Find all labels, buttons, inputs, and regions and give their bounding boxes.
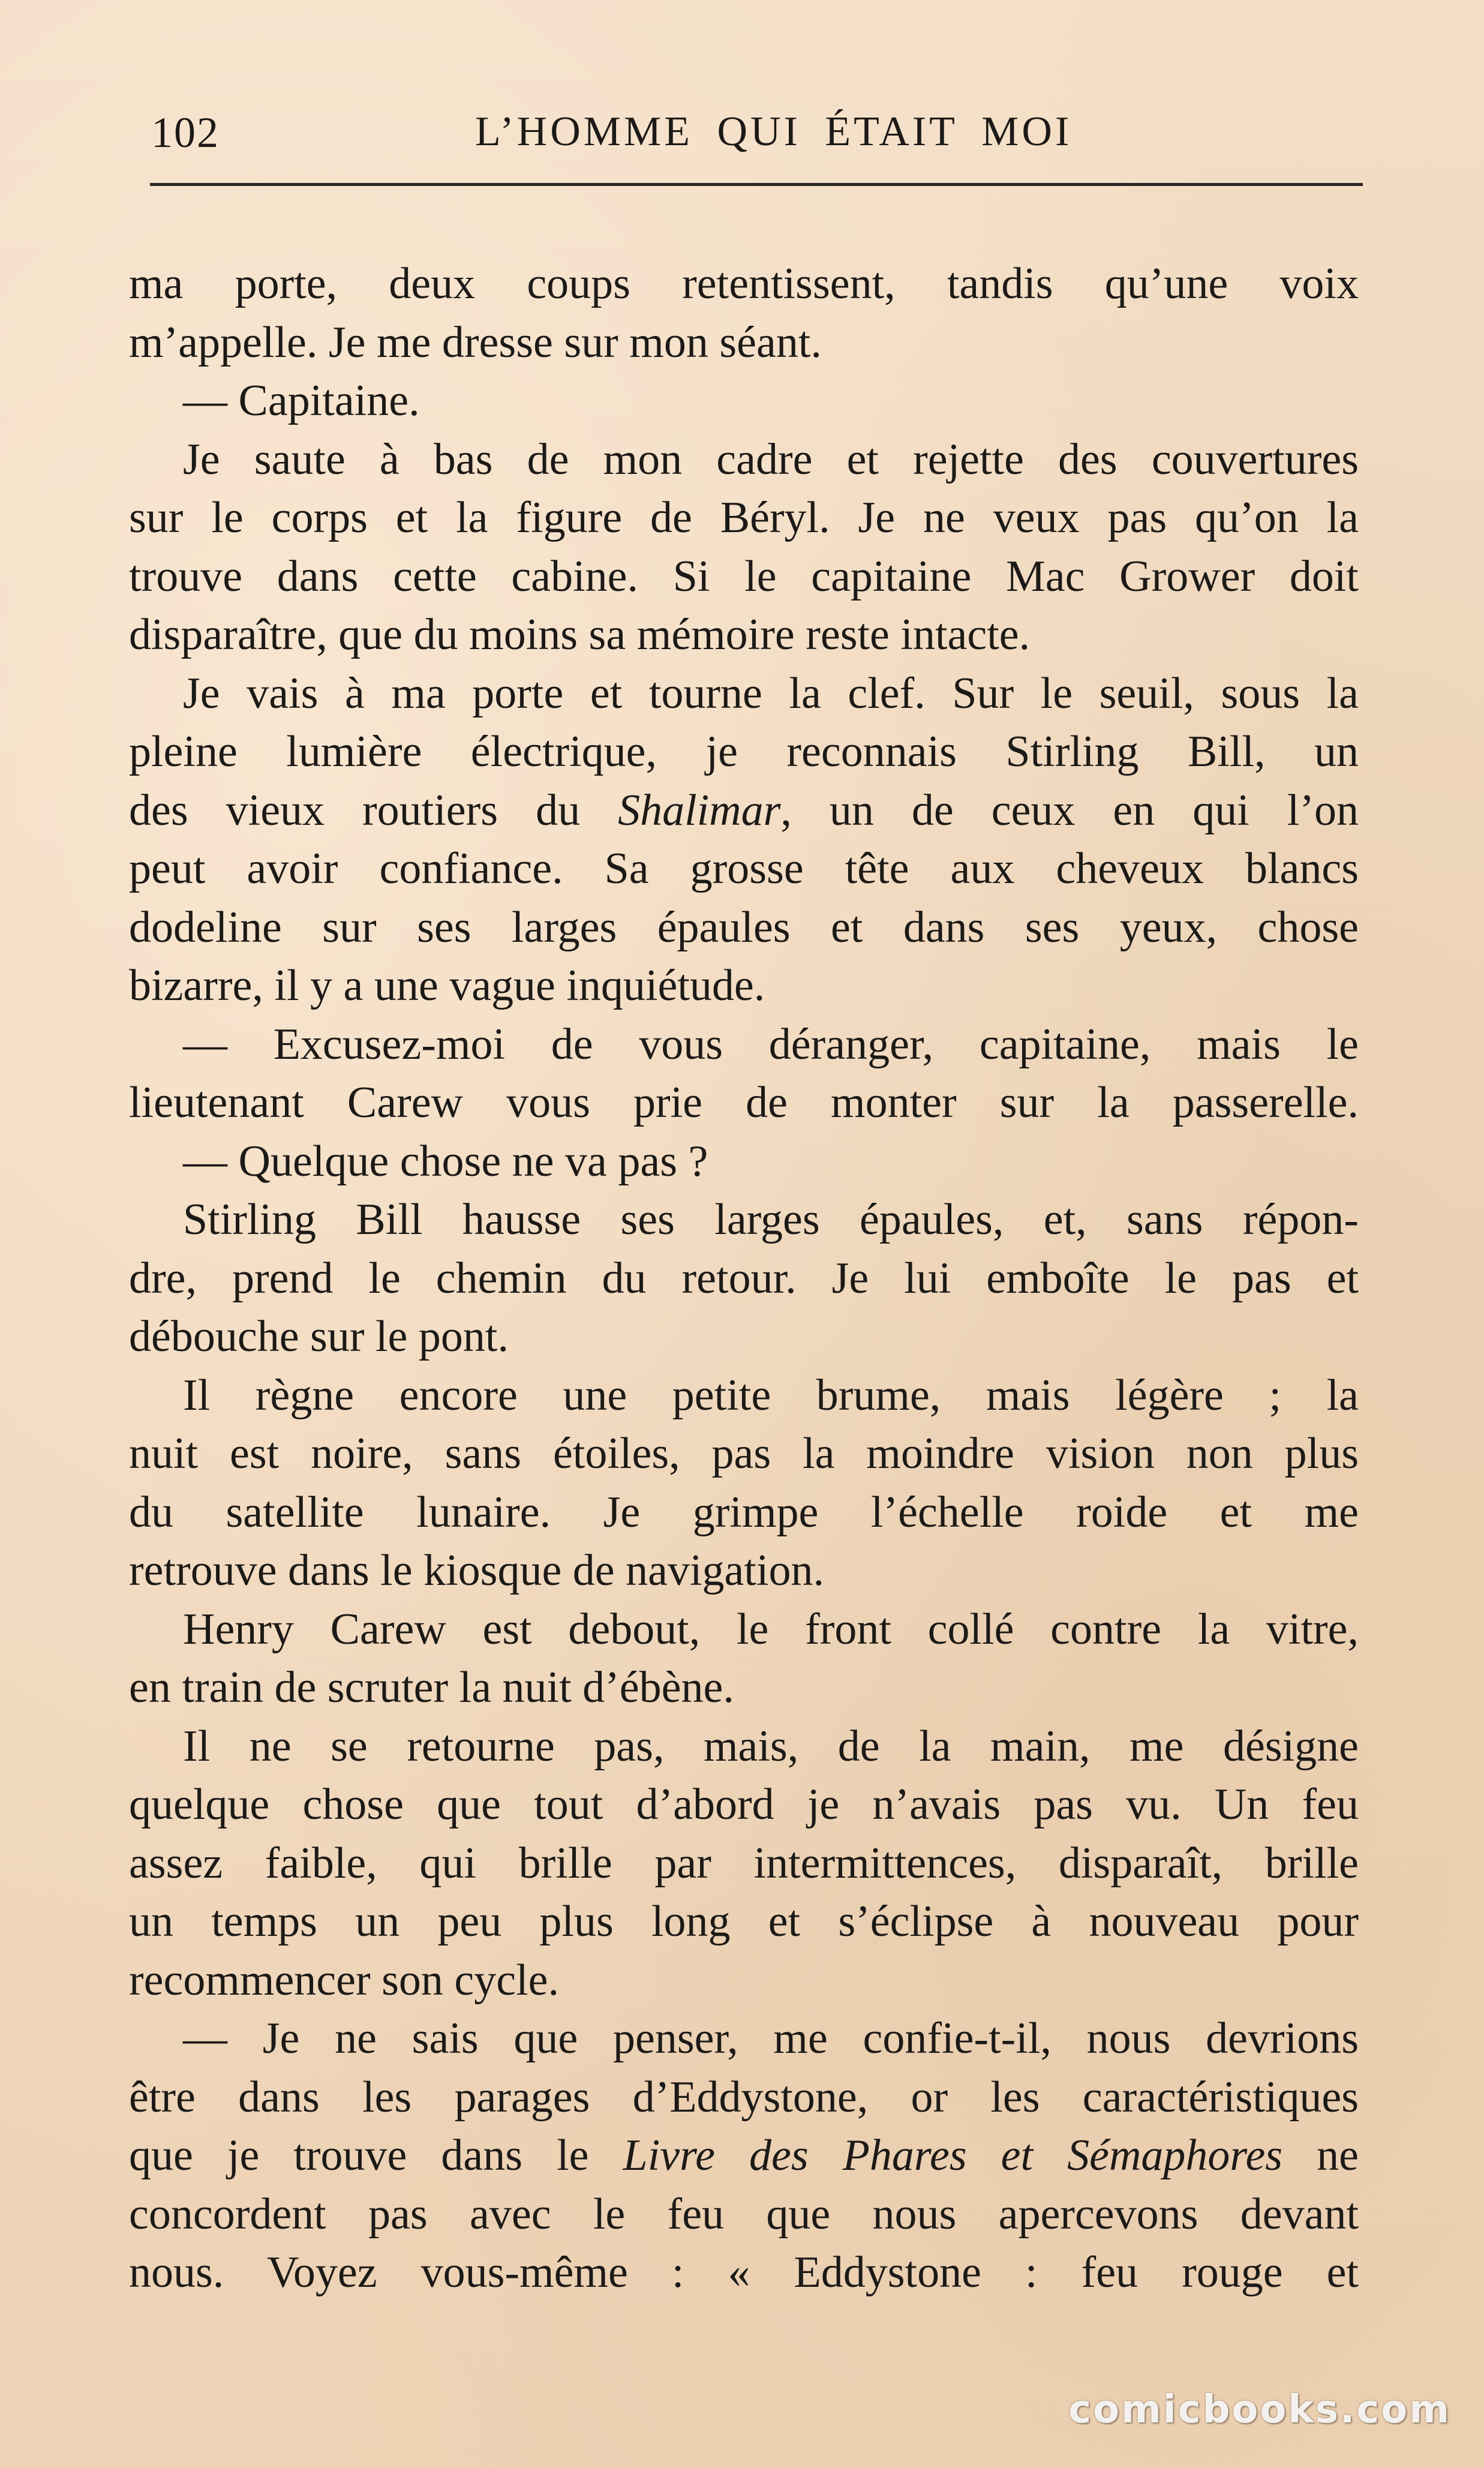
text-line: du satellite lunaire. Je grimpe l’échelle roide et me xyxy=(129,1487,1359,1537)
text-line: Stirling Bill hausse ses larges épaules, et, sans répon- xyxy=(183,1195,1359,1244)
text-segment: , un de ceux en qui l’on xyxy=(780,785,1359,835)
text-line: retrouve dans le kiosque de navigation. xyxy=(129,1546,824,1595)
text-line: m’appelle. Je me dresse sur mon séant. xyxy=(129,317,822,367)
watermark: comicbooks.com xyxy=(1068,2388,1451,2432)
text-line: dodeline sur ses larges épaules et dans ses yeux, chose xyxy=(129,902,1359,952)
text-segment: des vieux routiers du xyxy=(129,785,618,835)
text-line: — Excusez-moi de vous déranger, capitaine, mais le xyxy=(183,1019,1359,1069)
text-line xyxy=(129,2127,1359,2185)
text-line: — Je ne sais que penser, me confie-t-il, nous devrions xyxy=(183,2014,1359,2063)
ship-name-italic: Shalimar xyxy=(618,785,781,835)
text-line: — Quelque chose ne va pas ? xyxy=(183,1136,708,1186)
text-line: dre, prend le chemin du retour. Je lui emboîte le pas et xyxy=(129,1253,1359,1303)
body-text xyxy=(129,255,1359,2302)
text-line xyxy=(129,782,1359,840)
header-rule xyxy=(150,183,1363,186)
text-line: être dans les parages d’Eddystone, or les caractéristiques xyxy=(129,2072,1359,2122)
text-line: un temps un peu plus long et s’éclipse à nouveau pour xyxy=(129,1897,1359,1946)
text-line: Je vais à ma porte et tourne la clef. Sur le seuil, sous la xyxy=(183,668,1359,718)
text-line: — Capitaine. xyxy=(183,376,420,425)
page-number: 102 xyxy=(151,109,220,157)
text-line: recommencer son cycle. xyxy=(129,1955,560,2005)
text-line: concordent pas avec le feu que nous apercevons devant xyxy=(129,2189,1359,2239)
text-line: ma porte, deux coups retentissent, tandis qu’une voix xyxy=(129,259,1359,308)
text-line: trouve dans cette cabine. Si le capitaine Mac Grower doit xyxy=(129,551,1359,601)
text-line: assez faible, qui brille par intermittences, disparaît, brille xyxy=(129,1838,1359,1888)
text-line: en train de scruter la nuit d’ébène. xyxy=(129,1663,734,1712)
text-line: pleine lumière électrique, je reconnais Stirling Bill, un xyxy=(129,727,1359,776)
text-line: lieutenant Carew vous prie de monter sur la passerelle. xyxy=(129,1078,1359,1127)
text-line: Il ne se retourne pas, mais, de la main, me désigne xyxy=(183,1721,1359,1771)
text-line: quelque chose que tout d’abord je n’avais pas vu. Un feu xyxy=(129,1780,1359,1829)
text-line: sur le corps et la figure de Béryl. Je ne veux pas qu’on la xyxy=(129,493,1359,542)
text-line: bizarre, il y a une vague inquiétude. xyxy=(129,961,765,1010)
text-line: nuit est noire, sans étoiles, pas la moindre vision non plus xyxy=(129,1429,1359,1478)
text-line: Il règne encore une petite brume, mais légère ; la xyxy=(183,1370,1359,1420)
text-line: peut avoir confiance. Sa grosse tête aux cheveux blancs xyxy=(129,844,1359,893)
text-line: Henry Carew est debout, le front collé contre la vitre, xyxy=(183,1604,1359,1654)
text-segment: ne xyxy=(1282,2131,1359,2180)
running-title: L’HOMME QUI ÉTAIT MOI xyxy=(475,109,1073,155)
text-line: débouche sur le pont. xyxy=(129,1312,509,1361)
text-line: disparaître, que du moins sa mémoire reste intacte. xyxy=(129,610,1031,659)
text-segment: que je trouve dans le xyxy=(129,2131,623,2180)
page-header xyxy=(151,102,1363,168)
book-title-italic: Livre des Phares et Sémaphores xyxy=(623,2131,1283,2180)
text-line: Je saute à bas de mon cadre et rejette des couvertures xyxy=(183,434,1359,484)
text-line: nous. Voyez vous-même : « Eddystone : feu rouge et xyxy=(129,2248,1359,2297)
